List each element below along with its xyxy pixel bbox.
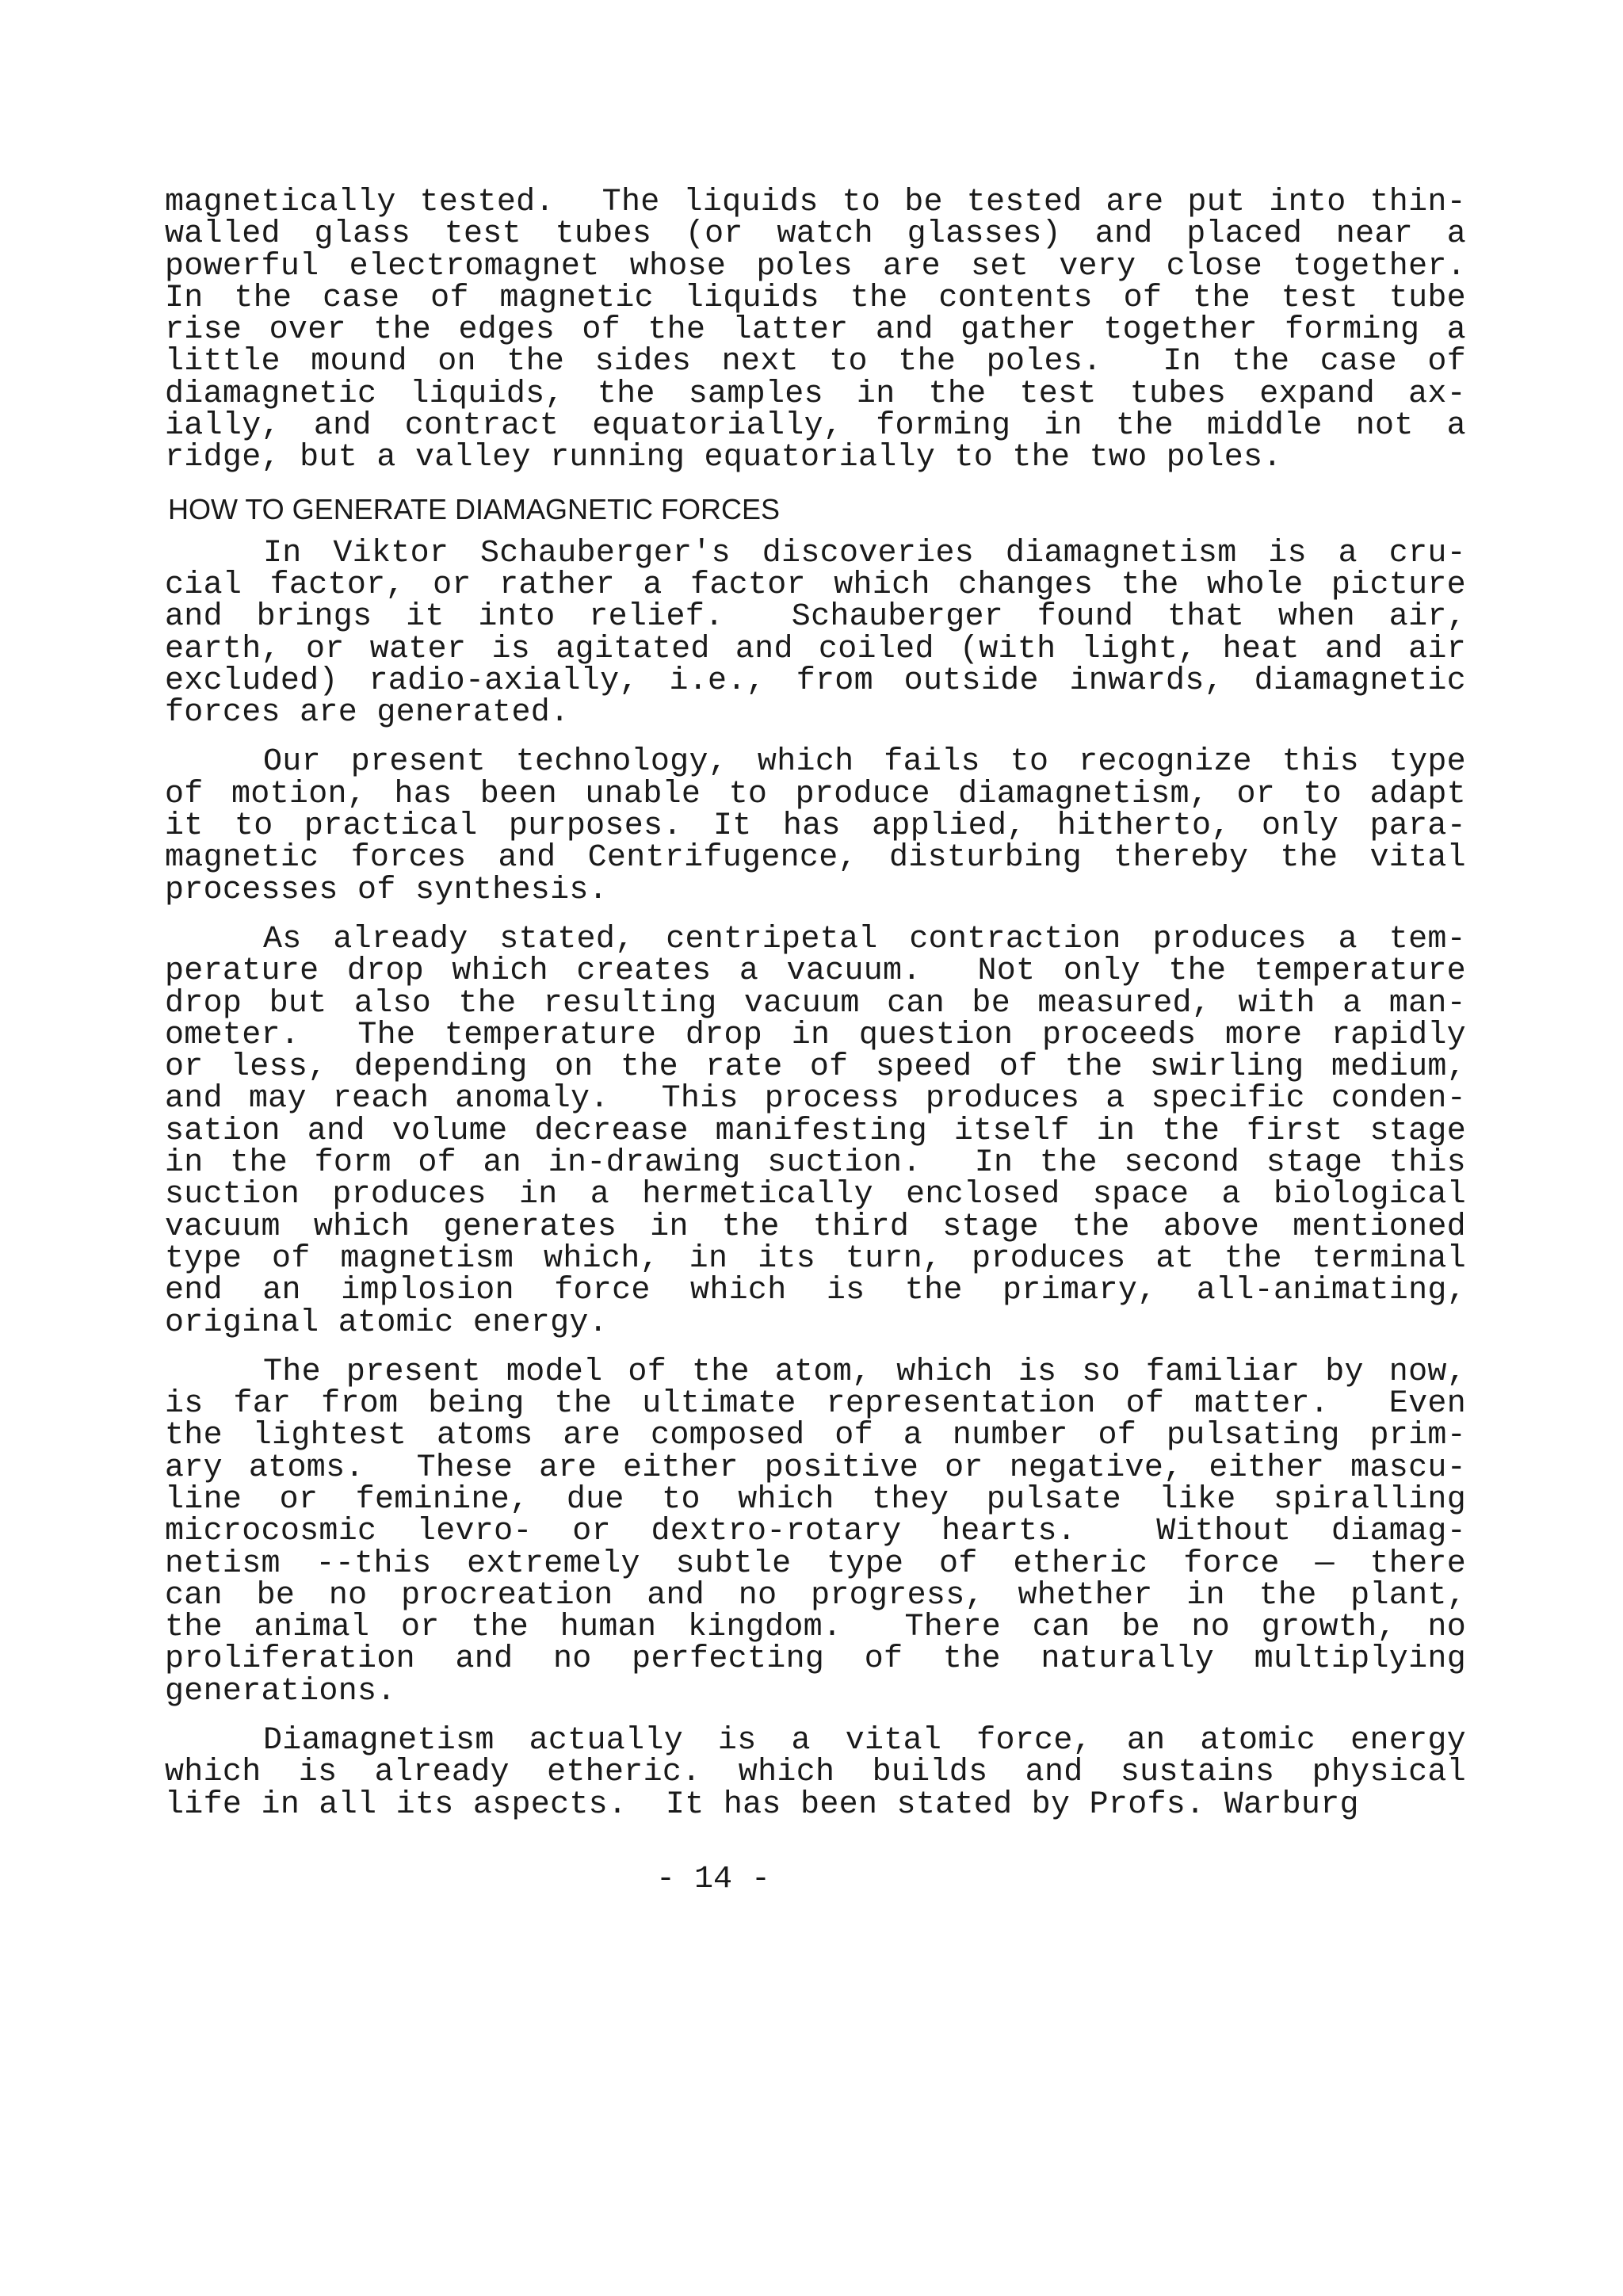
paragraph-continuation xyxy=(165,187,1466,475)
text-line: Our present technology, which fails to recognize this type xyxy=(263,747,1466,779)
paragraph xyxy=(165,1357,1466,1708)
text-line: The present model of the atom, which is so familiar by now, xyxy=(263,1356,1466,1389)
text-line: ially, and contract equatorially, forming in the middle not a xyxy=(165,411,1466,443)
text-line: line or feminine, due to which they pulsate like spiralling xyxy=(165,1484,1466,1517)
page-number: - 14 - xyxy=(655,1862,771,1897)
text-line: and may reach anomaly. This process produces a specific conden- xyxy=(165,1083,1466,1116)
text-line: ridge, but a valley running equatorially to the two poles. xyxy=(165,442,1282,475)
text-line: As already stated, centripetal contraction produces a tem- xyxy=(263,923,1466,957)
text-line: proliferation and no perfecting of the naturally multiplying xyxy=(165,1644,1466,1676)
text-line: type of magnetism which, in its turn, produces at the terminal xyxy=(165,1243,1466,1276)
text-line: in the form of an in-drawing suction. In the second stage this xyxy=(165,1148,1466,1180)
text-line: it to practical purposes. It has applied, hitherto, only para- xyxy=(165,811,1466,843)
text-line: little mound on the sides next to the poles. In the case of xyxy=(165,346,1466,379)
text-line: the lightest atoms are composed of a number of pulsating prim- xyxy=(165,1420,1466,1453)
text-line: can be no procreation and no progress, whether in the plant, xyxy=(165,1580,1466,1613)
paragraph xyxy=(165,747,1466,906)
text-line: microcosmic levro- or dextro-rotary hearts. Without diamag- xyxy=(165,1516,1466,1549)
text-line: ary atoms. These are either positive or negative, either mascu- xyxy=(165,1452,1466,1484)
text-line: diamagnetic liquids, the samples in the test tubes expand ax- xyxy=(165,378,1466,411)
text-line: is far from being the ultimate representation of matter. Even xyxy=(165,1389,1466,1421)
text-line: life in all its aspects. It has been stated by Profs. Warburg xyxy=(165,1789,1359,1821)
text-line: the animal or the human kingdom. There can be no growth, no xyxy=(165,1612,1466,1645)
text-line: ometer. The temperature drop in question proceeds more rapidly xyxy=(165,1019,1466,1052)
text-line: perature drop which creates a vacuum. Not only the temperature xyxy=(165,956,1466,988)
text-line: original atomic energy. xyxy=(165,1307,608,1339)
paragraph xyxy=(165,924,1466,1339)
text-line: earth, or water is agitated and coiled (with light, heat and air xyxy=(165,633,1466,666)
text-line: walled glass test tubes (or watch glasses) and placed near a xyxy=(165,219,1466,251)
text-line: of motion, has been unable to produce diamagnetism, or to adapt xyxy=(165,778,1466,812)
text-line: Diamagnetism actually is a vital force, an atomic energy xyxy=(263,1725,1466,1758)
text-line: forces are generated. xyxy=(165,697,570,730)
text-line: cial factor, or rather a factor which changes the whole picture xyxy=(165,569,1466,602)
text-line: excluded) radio-axially, i.e., from outside inwards, diamagnetic xyxy=(165,665,1466,698)
text-line: generations. xyxy=(165,1675,396,1709)
text-line: powerful electromagnet whose poles are set very close together. xyxy=(165,250,1466,283)
paragraph xyxy=(165,1725,1466,1821)
text-line: suction produces in a hermetically enclosed space a biological xyxy=(165,1179,1466,1212)
text-line: sation and volume decrease manifesting itself in the first stage xyxy=(165,1115,1466,1148)
text-line: In Viktor Schauberger's discoveries diamagnetism is a cru- xyxy=(263,537,1466,570)
text-line: end an implosion force which is the primary, all-animating, xyxy=(165,1275,1466,1308)
section-heading: HOW TO GENERATE DIAMAGNETIC FORCES xyxy=(168,492,781,525)
page-content xyxy=(165,187,1466,1839)
text-line: and brings it into relief. Schauberger found that when air, xyxy=(165,602,1466,634)
text-line: netism --this extremely subtle type of etheric force — there xyxy=(165,1548,1466,1580)
text-line: vacuum which generates in the third stage the above mentioned xyxy=(165,1211,1466,1244)
text-line: drop but also the resulting vacuum can be measured, with a man- xyxy=(165,988,1466,1020)
text-line: magnetically tested. The liquids to be tested are put into thin- xyxy=(165,187,1466,220)
text-line: which is already etheric. which builds and sustains physical xyxy=(165,1757,1466,1790)
text-line: magnetic forces and Centrifugence, disturbing thereby the vital xyxy=(165,842,1466,875)
text-line: rise over the edges of the latter and gather together forming a xyxy=(165,315,1466,347)
text-line: or less, depending on the rate of speed of the swirling medium, xyxy=(165,1052,1466,1084)
text-line: In the case of magnetic liquids the contents of the test tube xyxy=(165,282,1466,315)
paragraph xyxy=(165,538,1466,730)
text-line: processes of synthesis. xyxy=(165,874,608,907)
